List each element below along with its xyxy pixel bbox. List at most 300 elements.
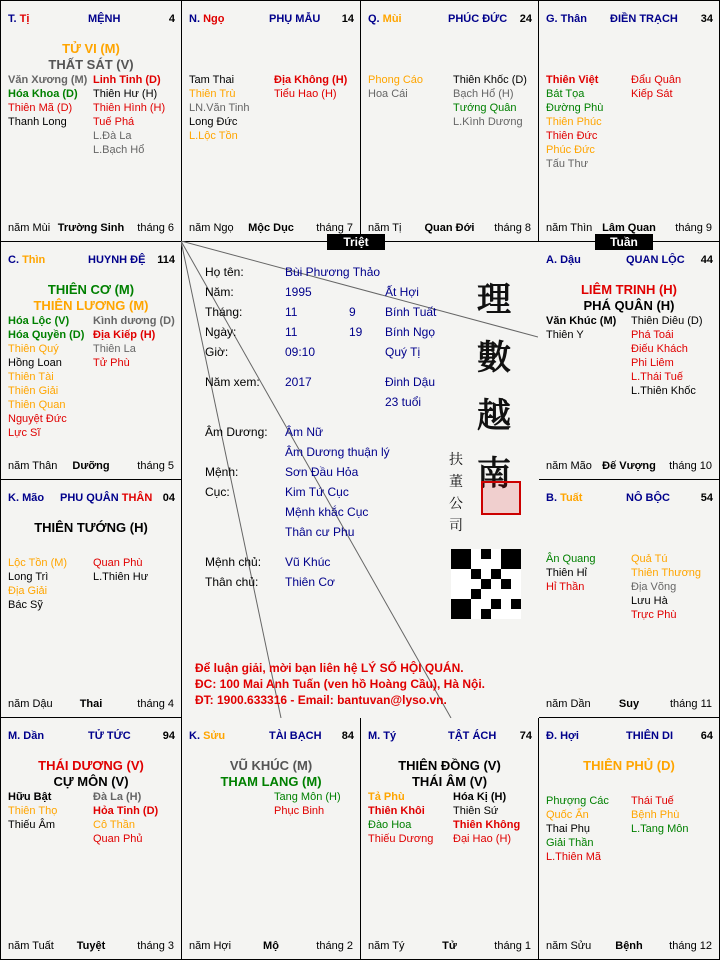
minor-star: Thiên Thương: [631, 567, 702, 579]
palace-phase: Đế Vượng: [602, 460, 656, 472]
minor-star: Tiểu Hao (H): [274, 88, 337, 100]
palace-header: [189, 730, 354, 746]
red-seal-stamp: [481, 481, 521, 515]
minor-star: Thiên La: [93, 343, 136, 355]
minor-stars-right: [453, 790, 520, 846]
minor-star: Thiên Hình (H): [93, 102, 166, 114]
minor-star: Phi Liêm: [631, 357, 674, 369]
value-menh: Sơn Đầu Hỏa: [285, 465, 359, 479]
minor-star: Cô Thần: [93, 819, 135, 831]
minor-star: Hóa Khoa (D): [8, 88, 78, 100]
minor-star: Điếu Khách: [631, 343, 688, 355]
minor-star: Tử Phù: [93, 357, 130, 369]
palace-branch: [189, 730, 225, 742]
palace-header: [189, 13, 354, 29]
palace-branch: [546, 254, 581, 266]
label-nam-xem: Năm xem:: [205, 375, 260, 389]
minor-star: Thiên Trù: [189, 88, 236, 100]
minor-stars-right: [93, 314, 175, 370]
minor-star: Hóa Lộc (V): [8, 315, 70, 327]
minor-star: Thiên Sứ: [453, 805, 499, 817]
minor-star: Quan Phù: [93, 557, 143, 569]
main-star: THAM LANG (M): [220, 774, 322, 789]
minor-star: Hóa Quyền (D): [8, 329, 85, 341]
triet-tag: Triệt: [327, 234, 385, 250]
minor-stars-right: [93, 556, 148, 584]
minor-star: Đào Hoa: [368, 819, 412, 831]
minor-star: Đẩu Quân: [631, 74, 682, 86]
palace-branch-prefix: N.: [189, 13, 204, 25]
palace-month: tháng 8: [494, 222, 531, 234]
minor-star: Phượng Các: [546, 795, 609, 807]
minor-star: L.Thiên Hư: [93, 571, 149, 583]
palace-dien-trach[interactable]: [539, 1, 719, 242]
minor-star: Phong Cáo: [368, 74, 424, 86]
minor-star: Tang Môn (H): [274, 791, 341, 803]
palace-number: 94: [162, 730, 175, 742]
minor-star: Hoa Cái: [368, 88, 408, 100]
palace-branch-prefix: A.: [546, 254, 561, 266]
palace-branch: [8, 492, 44, 504]
palace-year: năm Hợi: [189, 940, 232, 952]
minor-star: Thiên Đức: [546, 130, 598, 142]
palace-month: tháng 11: [669, 698, 712, 710]
minor-star: Phúc Đức: [546, 144, 595, 156]
palace-month: tháng 7: [316, 222, 353, 234]
palace-number: 74: [519, 730, 532, 742]
minor-star: Thiên Không: [453, 819, 521, 831]
palace-month: tháng 1: [494, 940, 531, 952]
palace-branch-prefix: K.: [189, 730, 204, 742]
palace-number: 54: [700, 492, 713, 504]
minor-star: Quan Phủ: [93, 833, 143, 845]
value-tuoi: 23 tuổi: [385, 395, 422, 409]
main-star: THÁI ÂM (V): [411, 774, 488, 789]
minor-star: Văn Khúc (M): [546, 315, 617, 327]
minor-star: Thiên Quý: [8, 343, 59, 355]
palace-branch-prefix: M.: [368, 730, 384, 742]
contact-address: ĐC: 100 Mai Anh Tuấn (ven hồ Hoàng Cầu), Hà Nội.: [195, 677, 486, 691]
palace-name: PHÚC ĐỨC: [448, 13, 508, 25]
main-star: THÁI DƯƠNG (V): [38, 758, 144, 773]
palace-branch: [8, 730, 44, 742]
label-menh: Mệnh:: [205, 465, 239, 479]
palace-year: năm Thân: [8, 460, 58, 472]
palace-footer: [368, 940, 531, 952]
palace-header: [546, 254, 713, 270]
minor-star: Thiên Việt: [546, 74, 599, 86]
minor-stars-right: [274, 790, 341, 818]
palace-name: MỆNH: [88, 13, 121, 25]
palace-month: tháng 9: [675, 222, 712, 234]
palace-no-boc[interactable]: [539, 480, 719, 718]
palace-tat-ach[interactable]: [361, 718, 539, 959]
minor-stars-left: [8, 314, 84, 440]
palace-name: THIÊN DI: [626, 730, 674, 742]
minor-star: Tam Thai: [189, 74, 235, 86]
minor-stars-right: [453, 73, 527, 129]
palace-year: năm Sửu: [546, 940, 592, 952]
value-ngay-duong: 11: [285, 325, 298, 339]
minor-star: L.Bạch Hổ: [93, 144, 145, 156]
palace-header: [368, 13, 532, 29]
minor-star: Ân Quang: [546, 553, 596, 565]
palace-branch: [546, 730, 579, 742]
minor-stars-right: [93, 73, 165, 157]
minor-star: Thiên Khôi: [368, 805, 425, 817]
minor-star: L.Thiên Mã: [546, 851, 602, 863]
main-star: THIÊN CƠ (M): [47, 282, 135, 297]
palace-footer: [8, 698, 174, 710]
palace-header: [8, 492, 175, 508]
value-menh-chu: Vũ Khúc: [285, 555, 331, 569]
value-than-cu: Thân cư Phu: [285, 525, 355, 539]
palace-footer: [546, 698, 712, 710]
palace-phu-mau[interactable]: [182, 1, 361, 242]
palace-footer: [546, 460, 712, 472]
minor-star: Văn Xương (M): [8, 74, 88, 86]
palace-footer: [8, 222, 174, 234]
palace-phase: Quan Đới: [424, 222, 475, 234]
palace-year: năm Mùi: [8, 222, 51, 234]
minor-star: Long Trì: [8, 571, 49, 583]
palace-name: [60, 492, 152, 504]
value-nam-xem-can-chi: Đinh Dậu: [385, 375, 436, 389]
minor-star: Đại Hao (H): [453, 833, 512, 845]
label-ho-ten: Họ tên:: [205, 265, 244, 279]
label-gio: Giờ:: [205, 345, 229, 359]
value-thang-am: 9: [349, 305, 356, 319]
palace-name: TẬT ÁCH: [448, 730, 497, 742]
minor-star: Hóa Kị (H): [453, 791, 507, 803]
value-ngay-am: 19: [349, 325, 363, 339]
minor-star: Đà La (H): [93, 791, 142, 803]
minor-star: Hữu Bật: [8, 791, 52, 803]
minor-star: L.Lộc Tồn: [189, 130, 238, 142]
palace-name: TÀI BẠCH: [269, 730, 322, 742]
palace-phase: Bệnh: [615, 940, 643, 952]
palace-phuc-duc[interactable]: [361, 1, 539, 242]
minor-star: Thiên Diêu (D): [631, 315, 703, 327]
seal-text: 扶 董 公 司: [449, 452, 463, 534]
palace-name: NÔ BỘC: [626, 492, 670, 504]
palace-branch-prefix: Đ.: [546, 730, 561, 742]
palace-branch-name: Thân: [560, 13, 587, 25]
value-am-duong: Âm Nữ: [285, 425, 324, 439]
value-thang-duong: 11: [285, 305, 298, 319]
palace-number: 04: [162, 492, 175, 504]
minor-star: Thái Tuế: [631, 795, 674, 807]
palace-branch-name: Tị: [19, 13, 30, 25]
minor-star: Bạch Hổ (H): [453, 88, 514, 100]
palace-footer: [546, 222, 712, 234]
value-am-duong-ly: Âm Dương thuận lý: [285, 445, 390, 459]
minor-star: Tả Phù: [368, 791, 405, 803]
value-nam-xem: 2017: [285, 375, 312, 389]
palace-quan-loc[interactable]: [539, 242, 719, 480]
minor-star: Long Đức: [189, 116, 238, 128]
palace-footer: [546, 940, 712, 952]
minor-star: Địa Giải: [8, 585, 48, 597]
palace-month: tháng 4: [137, 698, 174, 710]
label-menh-chu: Mệnh chủ:: [205, 555, 262, 569]
palace-year: năm Mão: [546, 460, 592, 472]
palace-header: [368, 730, 532, 746]
palace-branch-prefix: T.: [8, 13, 20, 25]
palace-branch: [368, 13, 402, 25]
minor-stars-right: [274, 73, 347, 101]
palace-year: năm Ngọ: [189, 222, 234, 234]
minor-stars-left: [368, 790, 433, 846]
minor-star: Phục Binh: [274, 805, 325, 817]
minor-stars-right: [631, 314, 703, 398]
palace-branch: [368, 730, 396, 742]
palace-year: năm Tuất: [8, 940, 54, 952]
main-star: VŨ KHÚC (M): [229, 758, 313, 773]
minor-star: Hỉ Thần: [546, 581, 585, 593]
palace-month: tháng 12: [669, 940, 712, 952]
minor-star: Đường Phù: [546, 102, 604, 114]
minor-stars-left: [8, 790, 57, 832]
contact-phone-email[interactable]: ĐT: 1900.633316 - Email: bantuvan@lyso.vn.: [195, 693, 447, 707]
palace-month: tháng 3: [137, 940, 174, 952]
main-star: THIÊN TƯỚNG (H): [34, 520, 148, 535]
palace-footer: [189, 222, 353, 234]
palace-month: tháng 6: [137, 222, 174, 234]
palace-tu-tuc[interactable]: [1, 718, 182, 959]
main-star: THẤT SÁT (V): [48, 57, 134, 72]
palace-number: 84: [341, 730, 354, 742]
palace-branch-prefix: C.: [8, 254, 23, 266]
palace-branch-prefix: B.: [546, 492, 561, 504]
minor-stars-left: [546, 794, 609, 864]
minor-stars-left: [546, 552, 596, 594]
minor-star: LN.Văn Tinh: [189, 102, 250, 114]
minor-stars-left: [8, 73, 87, 129]
palace-header: [546, 13, 713, 29]
value-nam: 1995: [285, 285, 312, 299]
palace-header: [546, 730, 713, 746]
palace-number: 44: [700, 254, 713, 266]
palace-month: tháng 5: [137, 460, 174, 472]
minor-stars-right: [93, 790, 158, 846]
label-thang: Tháng:: [205, 305, 243, 319]
label-than-chu: Thân chủ:: [205, 575, 259, 589]
minor-star: L.Thái Tuế: [631, 371, 683, 383]
palace-phase: Mộc Dục: [248, 222, 294, 234]
palace-branch: [189, 13, 224, 25]
minor-star: Lộc Tồn (M): [8, 557, 68, 569]
palace-year: năm Dần: [546, 698, 591, 710]
minor-star: Bát Tọa: [546, 88, 585, 100]
minor-star: Hồng Loan: [8, 357, 62, 369]
palace-name: PHỤ MẪU: [269, 13, 321, 25]
label-nam: Năm:: [205, 285, 234, 299]
palace-phase: Mộ: [263, 940, 279, 952]
palace-branch: [546, 492, 582, 504]
value-nam-can-chi: Ất Hợi: [385, 285, 419, 299]
minor-star: Địa Kiếp (H): [93, 329, 156, 341]
palace-name: TỬ TỨC: [88, 730, 131, 742]
minor-star: Thiên Phúc: [546, 116, 602, 128]
minor-star: Hỏa Tinh (D): [93, 805, 159, 817]
palace-branch-name: Tý: [383, 730, 397, 742]
minor-star: Thiên Quan: [8, 399, 66, 411]
than-marker: THÂN: [121, 492, 153, 504]
minor-star: Quốc Ấn: [546, 809, 589, 821]
palace-thien-di[interactable]: [539, 718, 719, 959]
minor-star: Tấu Thư: [546, 158, 589, 170]
palace-phase: Trường Sinh: [57, 222, 125, 234]
palace-phase: Suy: [618, 698, 640, 710]
palace-phase: Thai: [79, 698, 103, 710]
minor-star: Thiên Thọ: [8, 805, 58, 817]
palace-header: [8, 13, 175, 29]
main-star: TỬ VI (M): [62, 41, 120, 56]
main-star: PHÁ QUÂN (H): [583, 298, 675, 313]
minor-star: Thiếu Dương: [368, 833, 434, 845]
palace-year: năm Dậu: [8, 698, 53, 710]
palace-phase: Dưỡng: [72, 460, 110, 472]
minor-star: Thiên Mã (D): [8, 102, 73, 114]
palace-branch-name: Dần: [23, 730, 45, 742]
palace-phase: Tuyệt: [76, 940, 106, 952]
palace-branch: [8, 254, 45, 266]
minor-star: L.Kình Dương: [453, 116, 523, 128]
palace-name: ĐIỀN TRẠCH: [610, 13, 678, 25]
minor-star: Phá Toái: [631, 329, 674, 341]
palace-branch-name: Ngọ: [203, 13, 225, 25]
palace-menh[interactable]: [1, 1, 182, 242]
minor-star: Thanh Long: [8, 116, 67, 128]
minor-star: Thiên Khốc (D): [453, 74, 527, 86]
palace-month: tháng 10: [669, 460, 712, 472]
center-info-panel: [181, 241, 538, 718]
label-ngay: Ngày:: [205, 325, 237, 339]
main-star: THIÊN PHỦ (D): [583, 758, 675, 773]
palace-year: năm Thìn: [546, 222, 593, 234]
value-menh-khac-cuc: Mệnh khắc Cục: [285, 505, 369, 519]
minor-star: L.Đà La: [93, 130, 132, 142]
minor-star: Kình dương (D): [93, 315, 175, 327]
palace-number: 14: [341, 13, 354, 25]
palace-footer: [189, 940, 353, 952]
palace-branch: [8, 13, 29, 25]
palace-number: 4: [168, 13, 175, 25]
value-ho-ten: Bùi Phương Thảo: [285, 265, 381, 279]
palace-name: QUAN LỘC: [626, 254, 685, 266]
palace-phu-quan[interactable]: [1, 480, 182, 718]
palace-phase: Tử: [442, 940, 457, 952]
minor-star: Thai Phụ: [546, 823, 591, 835]
main-star: LIÊM TRINH (H): [580, 282, 678, 297]
minor-star: Thiên Y: [546, 329, 584, 341]
palace-branch-prefix: G.: [546, 13, 561, 25]
palace-header: [8, 254, 175, 270]
palace-huynh-de[interactable]: [1, 242, 182, 480]
palace-tai-bach[interactable]: [182, 718, 361, 959]
minor-stars-right: [631, 794, 688, 836]
tuan-tag: Tuần: [595, 234, 653, 250]
minor-star: Thiếu Âm: [8, 819, 56, 831]
minor-star: Địa Võng: [631, 581, 677, 593]
label-am-duong: Âm Dương:: [205, 425, 268, 439]
minor-stars-right: [631, 73, 681, 101]
minor-stars-right: [631, 552, 701, 622]
value-gio: 09:10: [285, 345, 316, 359]
palace-branch-prefix: K.: [8, 492, 23, 504]
palace-year: năm Tý: [368, 940, 405, 952]
qr-code-icon[interactable]: [451, 549, 521, 619]
palace-number: 64: [700, 730, 713, 742]
minor-star: Lực Sĩ: [8, 427, 41, 439]
minor-stars-left: [8, 556, 67, 612]
palace-branch-prefix: Q.: [368, 13, 383, 25]
main-star: THIÊN LƯƠNG (M): [33, 298, 149, 313]
palace-branch-name: Tuất: [560, 492, 583, 504]
minor-star: Lưu Hà: [631, 595, 668, 607]
main-star: CỰ MÔN (V): [53, 774, 129, 789]
minor-star: Tuế Phá: [93, 116, 135, 128]
palace-number: 34: [700, 13, 713, 25]
minor-star: L.Thiên Khốc: [631, 385, 696, 397]
palace-name: HUYNH ĐỆ: [88, 254, 146, 266]
minor-stars-left: [189, 73, 250, 143]
palace-branch-name: Dậu: [560, 254, 581, 266]
minor-star: Thiên Giải: [8, 385, 59, 397]
calligraphy-ly-so-viet-nam: 理 數 越 南: [477, 280, 511, 494]
palace-number: 114: [157, 254, 175, 266]
palace-footer: [8, 940, 174, 952]
minor-star: Nguyệt Đức: [8, 413, 67, 425]
minor-star: Trực Phù: [631, 609, 677, 621]
minor-stars-left: [368, 73, 423, 101]
value-ngay-can-chi: Bính Ngọ: [385, 325, 436, 339]
minor-star: Linh Tinh (D): [93, 74, 161, 86]
minor-stars-left: [546, 73, 603, 171]
minor-star: Địa Không (H): [274, 74, 348, 86]
value-cuc: Kim Tứ Cục: [285, 485, 349, 499]
contact-line-1: Để luận giải, mời bạn liên hệ LÝ SỐ HỘI QUÁN.: [195, 661, 464, 675]
palace-footer: [368, 222, 531, 234]
minor-star: Kiếp Sát: [631, 88, 673, 100]
palace-branch-name: Mùi: [382, 13, 402, 25]
palace-header: [546, 492, 713, 508]
palace-name-text: PHU QUÂN: [60, 492, 122, 504]
palace-branch-prefix: M.: [8, 730, 24, 742]
label-cuc: Cục:: [205, 485, 230, 499]
minor-star: L.Tang Môn: [631, 823, 689, 835]
minor-star: Giải Thần: [546, 837, 594, 849]
minor-star: Bệnh Phù: [631, 809, 680, 821]
value-thang-can-chi: Bính Tuất: [385, 305, 437, 319]
palace-branch-name: Hợi: [560, 730, 579, 742]
minor-star: Quả Tú: [631, 553, 668, 565]
value-than-chu: Thiên Cơ: [285, 575, 335, 589]
palace-month: tháng 2: [316, 940, 353, 952]
minor-star: Thiên Hư (H): [93, 88, 158, 100]
palace-header: [8, 730, 175, 746]
palace-branch-name: Thìn: [22, 254, 46, 266]
palace-year: năm Tị: [368, 222, 402, 234]
palace-phase: Lâm Quan: [602, 222, 656, 234]
main-star: THIÊN ĐỒNG (V): [398, 758, 501, 773]
palace-footer: [8, 460, 174, 472]
palace-branch: [546, 13, 587, 25]
minor-star: Thiên Hỉ: [546, 567, 587, 579]
minor-star: Thiên Tài: [8, 371, 54, 383]
palace-number: 24: [519, 13, 532, 25]
